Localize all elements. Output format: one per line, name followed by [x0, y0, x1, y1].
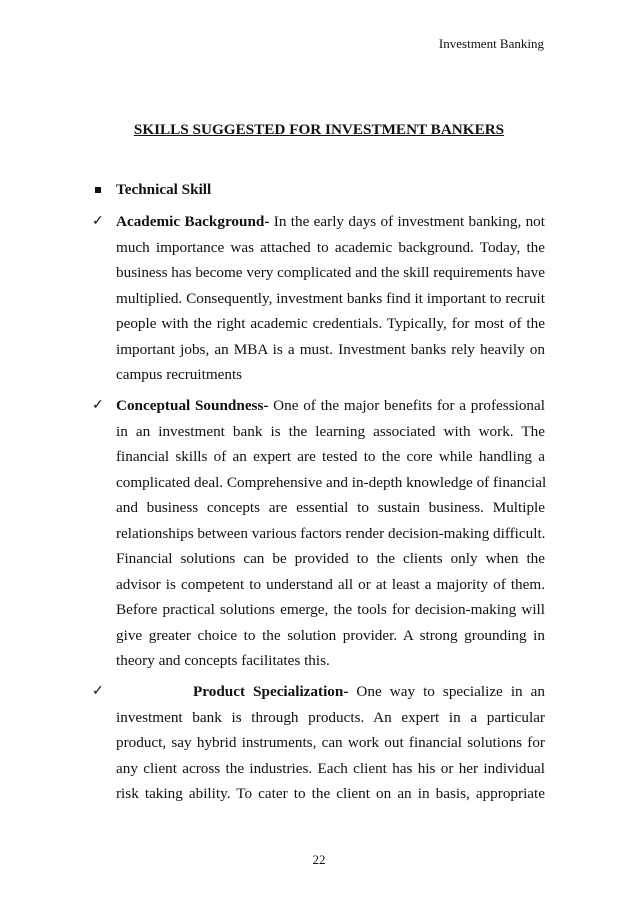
list-item-term: Academic Background-	[116, 213, 270, 230]
list-item-first-line	[193, 682, 545, 702]
page-number: 22	[312, 852, 326, 867]
list-item-text: In the early days of investment banking, not	[269, 213, 545, 230]
list-item-line: Financial solutions can be provided to the clients only when the	[116, 550, 545, 567]
list-item-line: campus recruitments	[116, 366, 243, 383]
list-item-line: theory and concepts facilitates this.	[116, 652, 330, 669]
list-item-line: important jobs, an MBA is a must. Investment banks rely heavily on	[116, 340, 545, 358]
list-item-line: financial skills of an expert are tested to the core while handling a	[116, 448, 545, 465]
checkmark-icon: ✓	[92, 214, 104, 229]
page-title: SKILLS SUGGESTED FOR INVESTMENT BANKERS	[133, 121, 505, 138]
list-item-text: One way to specialize in an	[348, 683, 546, 700]
list-item-line: complicated deal. Comprehensive and in-depth knowledge of financial	[116, 473, 547, 491]
list-item-line: any client across the industries. Each client has his or her individual	[116, 759, 545, 777]
list-item-line: risk taking ability. To cater to the client on an in basis, appropriate	[116, 785, 545, 802]
list-item-line: business has become very complicated and the skill requirements have	[116, 264, 545, 281]
list-item-line: Before practical solutions emerge, the tools for decision-making will	[116, 601, 545, 618]
checkmark-icon: ✓	[92, 398, 104, 413]
section-heading: Technical Skill	[116, 181, 212, 198]
list-item-line: much importance was attached to academic background. Today, the	[116, 238, 545, 256]
list-item-line: multiplied. Consequently, investment banks find it important to recruit	[116, 289, 545, 307]
list-item-first-line	[116, 396, 545, 416]
list-item-line: in an investment bank is the learning associated with work. The	[116, 422, 545, 440]
list-item-line: people with the right academic credentials. Typically, for most of the	[116, 315, 545, 332]
list-item-first-line	[116, 212, 545, 232]
list-item-line: relationships between various factors render decision-making difficult.	[116, 524, 546, 542]
list-item-line: give greater choice to the solution provider. A strong grounding in	[116, 626, 545, 644]
list-item-term: Conceptual Soundness-	[116, 397, 269, 414]
checkmark-icon: ✓	[92, 684, 104, 699]
list-item-line: and business concepts are essential to sustain business. Multiple	[116, 499, 545, 516]
list-item-line: advisor is competent to understand all or at least a majority of them.	[116, 575, 545, 593]
list-item-term: Product Specialization-	[193, 683, 349, 700]
list-item-line: product, say hybrid instruments, can work out financial solutions for	[116, 734, 545, 751]
list-item-text: One of the major benefits for a professional	[268, 397, 545, 414]
list-item-line: investment bank is through products. An expert in a particular	[116, 708, 545, 726]
running-header: Investment Banking	[438, 36, 544, 51]
square-bullet-icon	[95, 187, 101, 193]
